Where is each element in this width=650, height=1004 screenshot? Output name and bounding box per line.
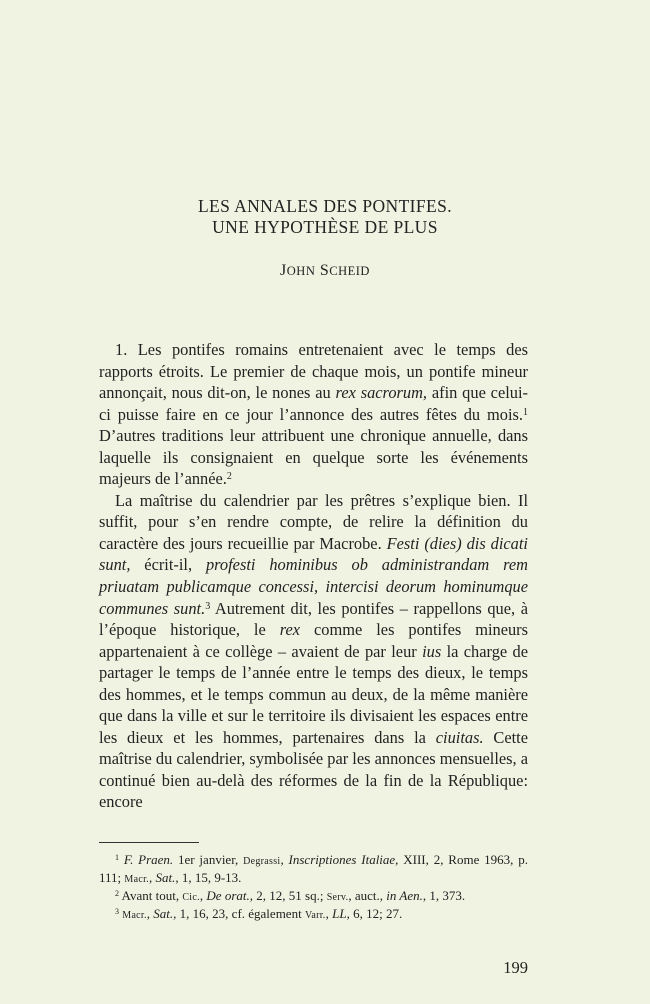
article-title bbox=[0, 196, 650, 238]
footnote-ref-3: 3 bbox=[205, 600, 211, 612]
footnote-ref-2: 2 bbox=[226, 471, 232, 483]
page-number: 199 bbox=[503, 958, 528, 977]
footnote-separator bbox=[99, 842, 199, 843]
footnote-1: $^1$ F. Praen. 1er janvier, Degrassi, Inscriptiones Italiae, XIII, 2, Rome 1963, p. 111; Macr., Sat., 1, 15, 9-13. bbox=[99, 852, 528, 885]
title-line-2: UNE HYPOTHÈSE DE PLUS bbox=[212, 217, 438, 237]
paragraph-2: La maîtrise du calendrier par les prêtres s’explique bien. Il suffit, pour s’en rendre compte, de relire la définition du caractère des jours recueillie par Macrobe. Festi (dies) dis dicati sunt, écrit-il, profesti hominibus ob administrandam rem priuatam publicamque concessi, intercisi deorum hominumque communes sunt.$^3$ Autrement dit, les pontifes – rappellons que, à l’époque historique, le rex comme les pontifes mineurs appartenaient à ce collège – avaient de par leur ius la charge de partager le temps de l’année entre le temps des dieux, le temps des hommes, et le temps commun au deux, de la même manière que dans la ville et sur le territoire ils divisaient les espaces entre les dieux et les hommes, partenaires dans la ciuitas. Cette maîtrise du calendrier, symbolisée par les annonces mensuelles, a continué bien au-delà des réformes de la fin de la République: encore bbox=[99, 490, 528, 812]
footnote-3: $^3$ Macr., Sat., 1, 16, 23, cf. également Varr., LL, 6, 12; 27. bbox=[115, 906, 403, 921]
footnote-2: $^2$ Avant tout, Cic., De orat., 2, 12, 51 sq.; Serv., auct., in Aen., 1, 373. bbox=[115, 888, 466, 903]
footnote-ref-1: 1 bbox=[523, 406, 528, 418]
footnotes bbox=[99, 852, 528, 924]
body-text bbox=[99, 339, 528, 813]
author-name: JOHN SCHEID bbox=[280, 262, 370, 279]
paragraph-1: 1. Les pontifes romains entretenaient avec le temps des rapports étroits. Le premier de chaque mois, un pontife mineur annonçait, nous dit-on, le nones au rex sacrorum, afin que celui-ci puisse faire en ce jour l’annonce des autres fêtes du mois.$^1$ D’autres traditions leur attribuent une chronique annuelle, dans laquelle ils consignaient en quelque sorte les événements majeurs de l’année.$^2$ bbox=[99, 340, 528, 489]
title-line-1: LES ANNALES DES PONTIFES. bbox=[197, 196, 453, 216]
